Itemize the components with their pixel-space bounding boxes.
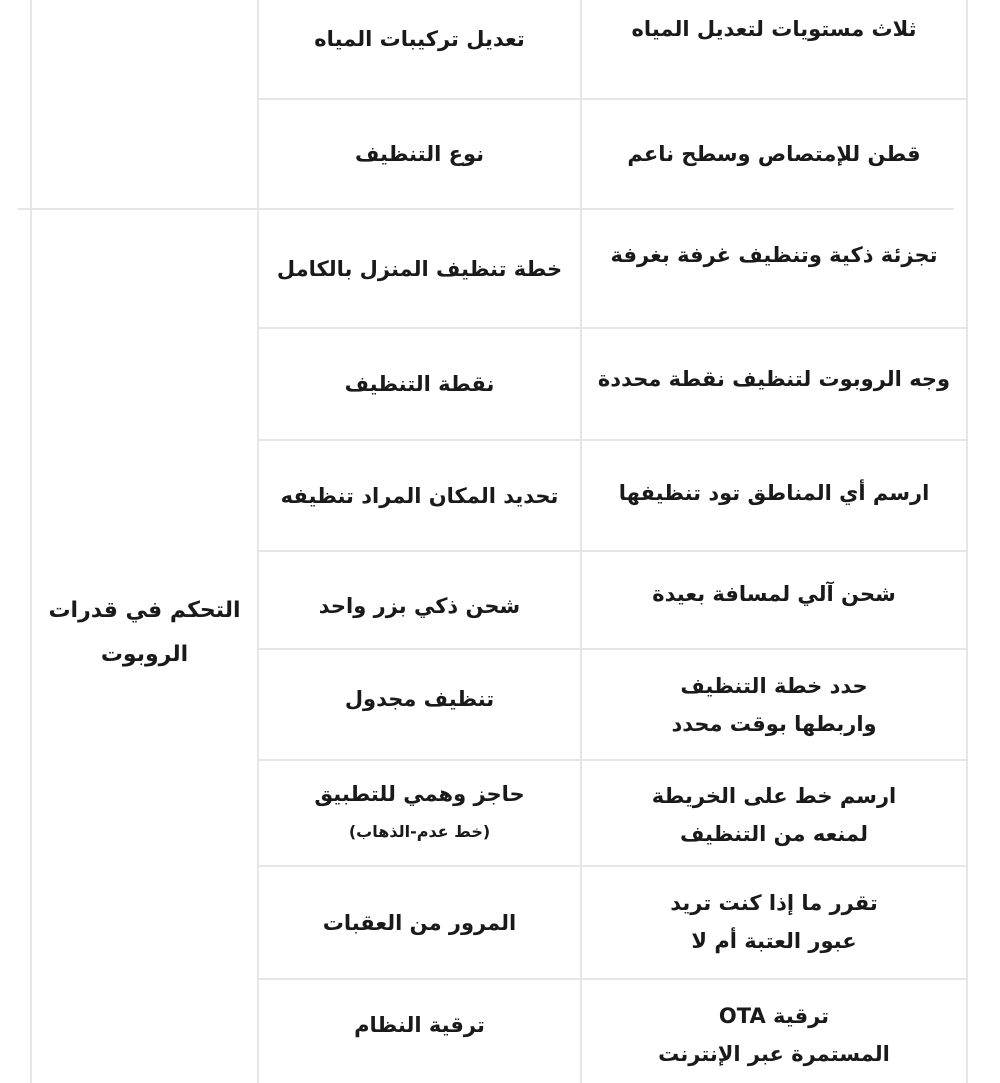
table-row-description — [582, 329, 966, 429]
table-row-feature — [259, 210, 580, 327]
table-row-description — [582, 877, 966, 967]
table-row-description — [582, 210, 966, 300]
table-row-feature — [259, 552, 580, 660]
description-line-2: عبور العتبة أم لا — [691, 929, 857, 953]
table-row-description — [582, 441, 966, 545]
description-line-1: تقرر ما إذا كنت تريد — [670, 891, 878, 915]
feature-label: تنظيف مجدول — [344, 687, 495, 711]
table-row-feature — [259, 0, 580, 78]
feature-label: شحن ذكي بزر واحد — [318, 594, 521, 618]
table-row-feature — [259, 768, 580, 858]
description-text: ثلاث مستويات لتعديل المياه — [631, 17, 917, 41]
table-row-description — [582, 660, 966, 750]
description-line-1: حدد خطة التنظيف — [680, 674, 868, 698]
feature-label: نوع التنظيف — [355, 142, 484, 166]
description-text: شحن آلي لمسافة بعيدة — [652, 582, 896, 606]
description-text: تجزئة ذكية وتنظيف غرفة بغرفة — [610, 243, 938, 267]
feature-label: نقطة التنظيف — [344, 372, 495, 396]
category-label — [32, 590, 257, 676]
table-row-feature — [259, 441, 580, 550]
table-row-feature — [259, 329, 580, 439]
description-line-2: لمنعه من التنظيف — [680, 822, 868, 846]
row-divider — [257, 759, 968, 761]
table-border-left — [30, 0, 32, 1083]
description-text: وجه الروبوت لتنظيف نقطة محددة — [597, 367, 951, 391]
table-row-description — [582, 100, 966, 208]
feature-label: تعديل تركيبات المياه — [314, 27, 525, 51]
table-row-feature — [259, 980, 580, 1070]
feature-label: تحديد المكان المراد تنظيفه — [280, 483, 559, 508]
table-row-feature — [259, 867, 580, 978]
table-row-description — [582, 552, 966, 636]
table-row-description — [582, 990, 966, 1080]
feature-label: المرور من العقبات — [322, 910, 517, 935]
feature-label: خطة تنظيف المنزل بالكامل — [276, 256, 563, 281]
table-border-right — [966, 0, 968, 1083]
description-text: ارسم أي المناطق تود تنظيفها — [618, 481, 930, 505]
table-row-description — [582, 0, 966, 58]
description-line-2: المستمرة عبر الإنترنت — [658, 1042, 890, 1066]
feature-line-1: حاجز وهمي للتطبيق — [314, 782, 525, 806]
description-line-1: ترقية OTA — [718, 1004, 830, 1028]
table-row-feature — [259, 650, 580, 748]
description-text: قطن للإمتصاص وسطح ناعم — [627, 142, 921, 166]
feature-label: ترقية النظام — [354, 1013, 485, 1037]
feature-line-2: (خط عدم-الذهاب) — [348, 822, 491, 841]
description-line-2: واربطها بوقت محدد — [671, 712, 877, 736]
category-text: التحكم في قدرات الروبوت — [48, 598, 241, 667]
description-line-1: ارسم خط على الخريطة — [651, 784, 897, 808]
table-row-feature — [259, 100, 580, 208]
table-row-description — [582, 770, 966, 860]
